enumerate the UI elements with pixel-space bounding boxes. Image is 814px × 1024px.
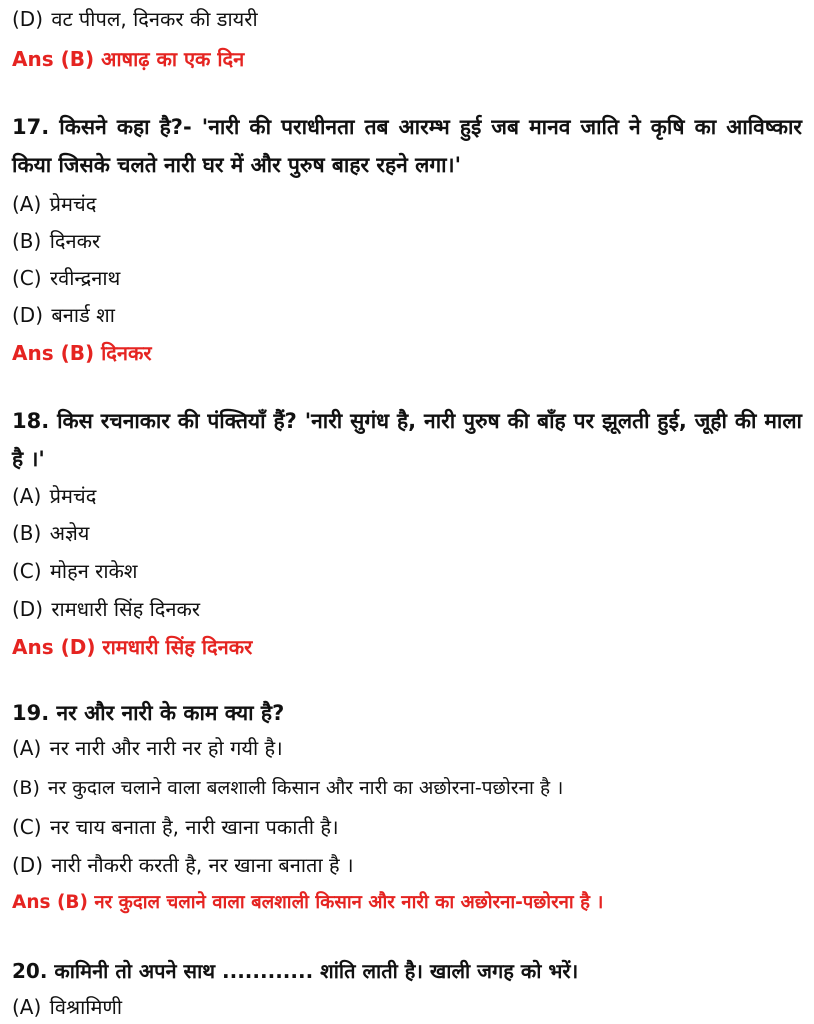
option-text: नर नारी और नारी नर हो गयी है। — [49, 736, 283, 760]
option-text: नारी नौकरी करती है, नर खाना बनाता है । — [51, 853, 354, 877]
question-20: 20. कामिनी तो अपने साथ ............ शांति लाती है। खाली जगह को भरें। — [12, 959, 579, 983]
option-key: (C) — [12, 815, 42, 839]
option-text: मोहन राकेश — [49, 559, 138, 583]
option-text: नर कुदाल चलाने वाला बलशाली किसान और नारी का अछोरना-पछोरना है । — [47, 777, 564, 799]
q17-answer: Ans (B) दिनकर — [12, 341, 152, 365]
q17-option-d — [12, 300, 802, 330]
option-key: (B) — [12, 229, 42, 253]
q17-option-a — [12, 189, 802, 219]
question-17: 17. किसने कहा है?- 'नारी की पराधीनता तब आरम्भ हुई जब मानव जाति ने कृषि का आविष्कार किया जिसके चलते नारी घर में और पुरुष बाहर रहने लगा।' — [12, 115, 802, 177]
q19-option-a — [12, 733, 802, 763]
option-key: (A) — [12, 736, 42, 760]
option-text: रामधारी सिंह दिनकर — [51, 597, 201, 621]
q18-option-c — [12, 556, 802, 586]
option-key: (C) — [12, 266, 42, 290]
question-19: 19. नर और नारी के काम क्या है? — [12, 701, 285, 725]
q20-option-a — [12, 992, 802, 1022]
option-text: प्रेमचंद — [49, 192, 97, 216]
option-key: (A) — [12, 484, 42, 508]
option-key: (D) — [12, 853, 44, 877]
option-key: (B) — [12, 521, 42, 545]
option-text: दिनकर — [49, 229, 101, 253]
option-text: अज्ञेय — [49, 521, 90, 545]
option-key: (D) — [12, 597, 44, 621]
q18-option-a — [12, 481, 802, 511]
option-key: (A) — [12, 995, 42, 1019]
option-key: (C) — [12, 559, 42, 583]
q17-option-b — [12, 226, 802, 256]
q18-answer: Ans (D) रामधारी सिंह दिनकर — [12, 635, 253, 659]
q18-option-b — [12, 518, 802, 548]
q19-answer: Ans (B) नर कुदाल चलाने वाला बलशाली किसान और नारी का अछोरना-पछोरना है । — [12, 892, 604, 913]
option-key: (A) — [12, 192, 42, 216]
option-text: प्रेमचंद — [49, 484, 97, 508]
option-key: (D) — [12, 303, 44, 327]
question-18: 18. किस रचनाकार की पंक्तियाँ हैं? 'नारी सुगंध है, नारी पुरुष की बाँह पर झूलती हुई, जूही की माला है ।' — [12, 409, 802, 471]
option-text: नर चाय बनाता है, नारी खाना पकाती है। — [49, 815, 339, 839]
option-text: बनार्ड शा — [51, 303, 115, 327]
option-key: (D) — [12, 7, 44, 31]
q18-option-d — [12, 594, 802, 624]
answer-top: Ans (B) आषाढ़ का एक दिन — [12, 47, 245, 71]
q19-option-d — [12, 850, 802, 880]
option-d-top — [12, 4, 802, 34]
q17-option-c — [12, 263, 802, 293]
q19-option-c — [12, 812, 802, 842]
option-text: विश्रामिणी — [49, 995, 123, 1019]
q19-option-b — [12, 773, 802, 803]
option-text: वट पीपल, दिनकर की डायरी — [51, 7, 258, 31]
option-key: (B) — [12, 777, 40, 799]
option-text: रवीन्द्रनाथ — [49, 266, 121, 290]
